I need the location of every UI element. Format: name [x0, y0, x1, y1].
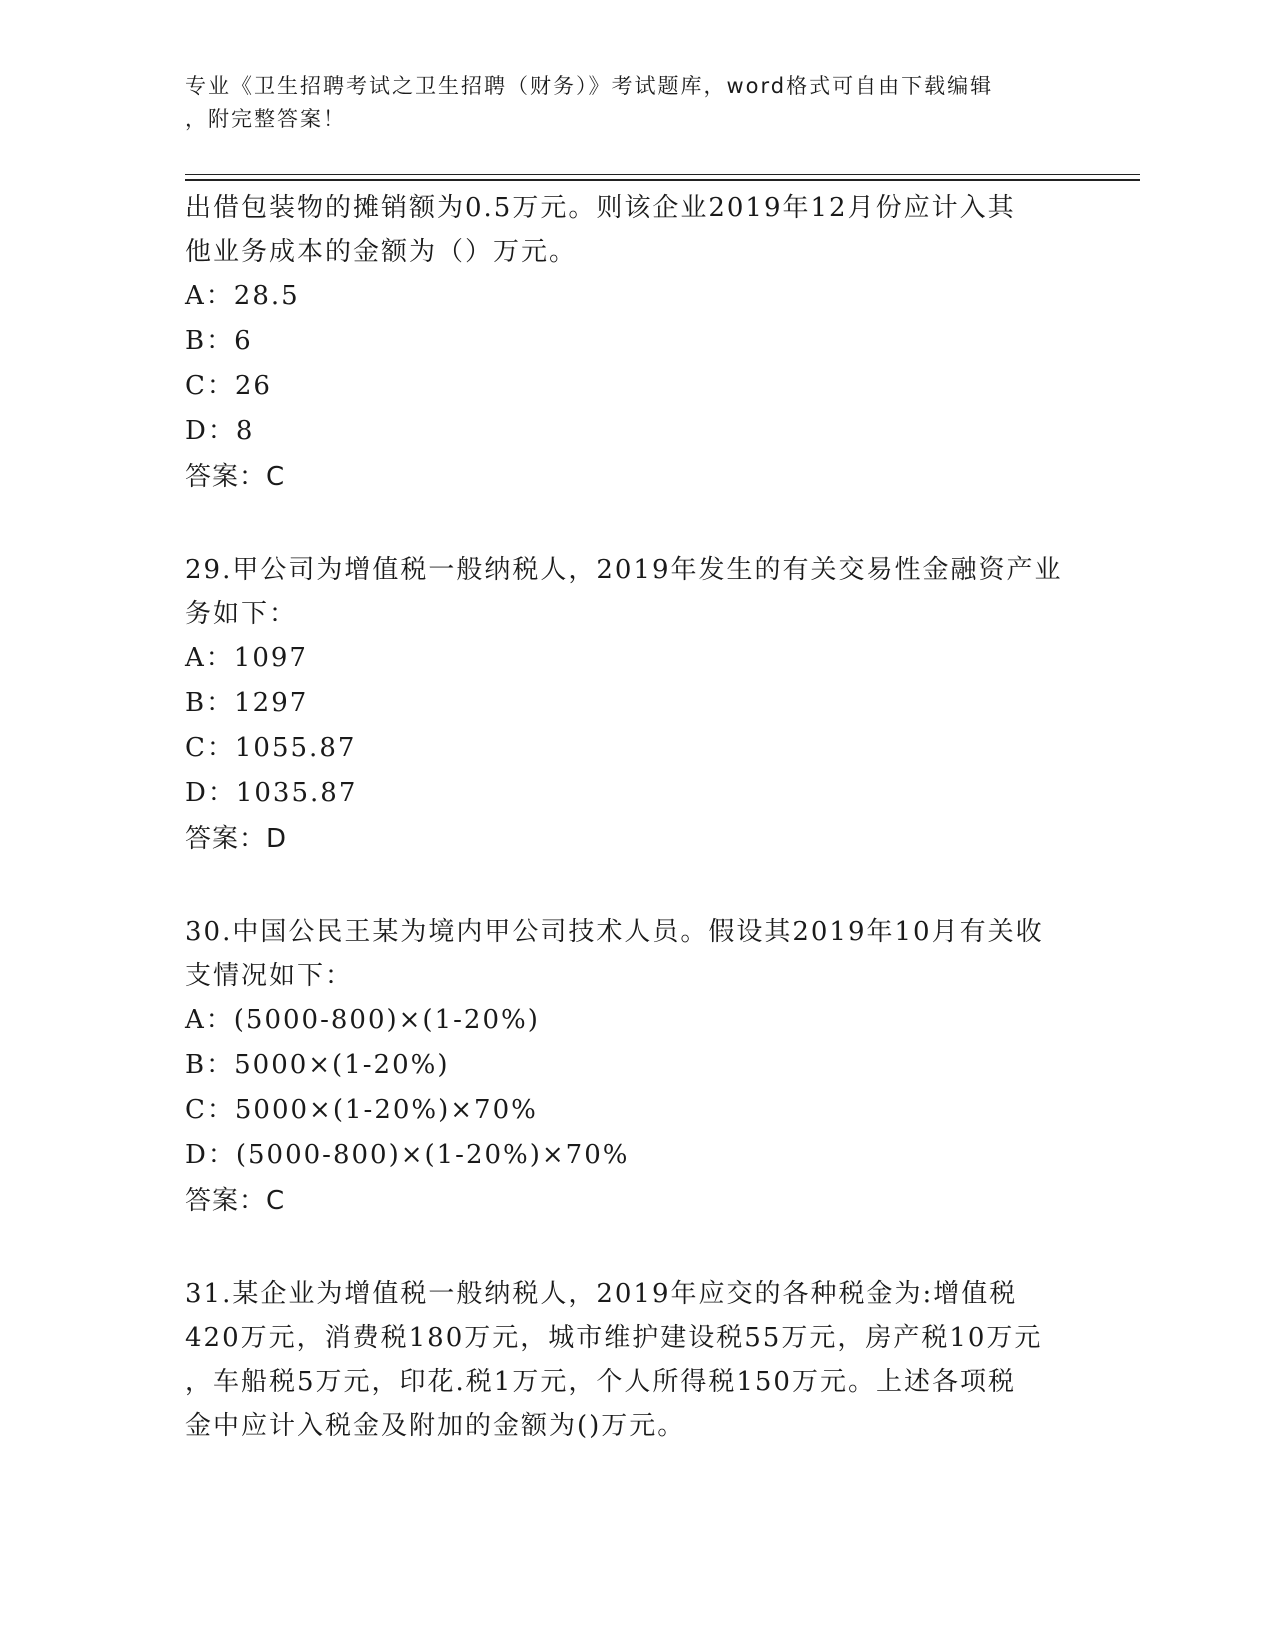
spacer [185, 862, 1085, 910]
spacer [185, 1224, 1085, 1272]
option-c: C：26 [185, 371, 272, 401]
question-text-line: ，车船税5万元，印花.税1万元，个人所得税150万元。上述各项税 [185, 1367, 1016, 1397]
option-d: D：(5000-800)×(1-20%)×70% [185, 1140, 630, 1170]
header-line-1: 专业《卫生招聘考试之卫生招聘（财务）》考试题库，word格式可自由下载编辑 [185, 74, 994, 98]
option-b: B：6 [185, 326, 253, 356]
question-text-line: 420万元，消费税180万元，城市维护建设税55万元，房产税10万元 [185, 1323, 1043, 1353]
question-30 [185, 910, 1085, 1224]
question-text-line: 30.中国公民王某为境内甲公司技术人员。假设其2019年10月有关收 [185, 917, 1044, 947]
question-list [185, 186, 1085, 1448]
question-text [185, 910, 1085, 998]
question-text-line: 29.甲公司为增值税一般纳税人，2019年发生的有关交易性金融资产业 [185, 555, 1063, 585]
option-c: C：1055.87 [185, 733, 357, 763]
question-text-line: 金中应计入税金及附加的金额为()万元。 [185, 1411, 686, 1441]
header-divider-thin [185, 174, 1140, 175]
header-divider-thick [185, 179, 1140, 181]
question-29 [185, 548, 1085, 862]
option-b: B：5000×(1-20%) [185, 1050, 450, 1080]
question-text-line: 31.某企业为增值税一般纳税人，2019年应交的各种税金为:增值税 [185, 1279, 1018, 1309]
question-text-line: 出借包装物的摊销额为0.5万元。则该企业2019年12月份应计入其 [185, 193, 1016, 223]
question-28 [185, 186, 1085, 500]
answer: 答案：D [185, 824, 288, 854]
question-text [185, 1272, 1085, 1448]
option-d: D：1035.87 [185, 778, 358, 808]
question-text [185, 548, 1085, 636]
document-header [185, 70, 1065, 136]
question-text-line: 他业务成本的金额为（）万元。 [185, 237, 578, 267]
option-b: B：1297 [185, 688, 309, 718]
question-text-line: 务如下： [185, 599, 298, 629]
question-text-line: 支情况如下： [185, 961, 354, 991]
answer: 答案：C [185, 1186, 286, 1216]
option-c: C：5000×(1-20%)×70% [185, 1095, 538, 1125]
option-a: A：(5000-800)×(1-20%) [185, 1005, 540, 1035]
option-a: A：1097 [185, 643, 308, 673]
spacer [185, 500, 1085, 548]
question-31 [185, 1272, 1085, 1448]
answer: 答案：C [185, 462, 286, 492]
option-d: D：8 [185, 416, 255, 446]
option-a: A：28.5 [185, 281, 300, 311]
question-text [185, 186, 1085, 274]
header-line-2: ，附完整答案！ [185, 107, 346, 131]
